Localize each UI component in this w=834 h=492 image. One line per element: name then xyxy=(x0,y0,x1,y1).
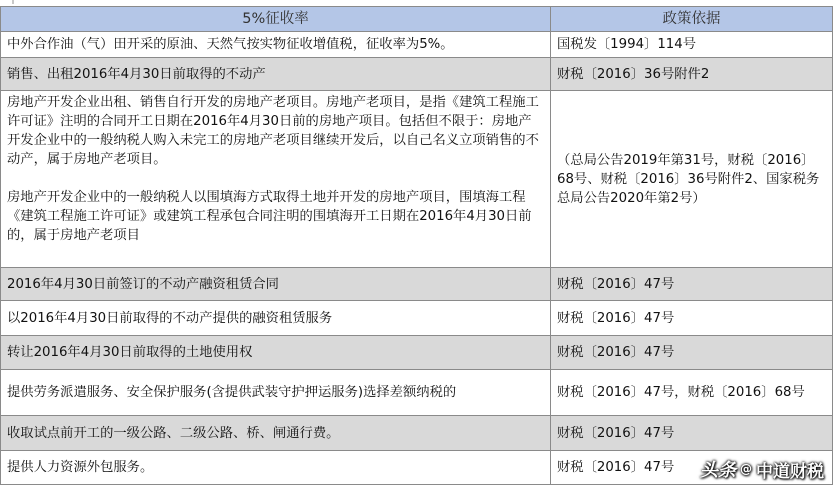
table-row xyxy=(1,416,833,451)
row-item-paragraph-1: 房地产开发企业出租、销售自行开发的房地产老项目。房地产老项目，是指《建筑工程施工许可证》注明的合同开工日期在2016年4月30日前的房地产项目。包括但不限于：房地产开发企业中的一般纳税人购入未完工的房地产老项目继续开发后，以自己名义立项销售的不动产，属于房地产老项目。 xyxy=(7,95,539,167)
table-row xyxy=(1,370,833,416)
watermark-separator: @ xyxy=(740,462,752,476)
table-row xyxy=(1,268,833,301)
row-item: 提供劳务派遣服务、安全保护服务(含提供武装守护押运服务)选择差额纳税的 xyxy=(1,370,551,416)
watermark-name: 中道财税 xyxy=(756,461,824,482)
watermark xyxy=(700,456,824,482)
row-basis: 财税〔2016〕47号 xyxy=(551,336,833,370)
row-basis: 财税〔2016〕47号，财税〔2016〕68号 xyxy=(551,370,833,416)
row-item: 提供人力资源外包服务。 xyxy=(1,451,551,485)
header-rate: 5%征收率 xyxy=(1,7,551,32)
row-item: 收取试点前开工的一级公路、二级公路、桥、闸通行费。 xyxy=(1,416,551,451)
row-item: 转让2016年4月30日前取得的土地使用权 xyxy=(1,336,551,370)
table-row xyxy=(1,32,833,58)
row-item xyxy=(1,91,551,268)
header-row xyxy=(1,7,833,32)
row-item: 2016年4月30日前签订的不动产融资租赁合同 xyxy=(1,268,551,301)
table-row xyxy=(1,336,833,370)
row-basis: 财税〔2016〕36号附件2 xyxy=(551,58,833,91)
header-basis: 政策依据 xyxy=(551,7,833,32)
paragraph-gap xyxy=(7,169,544,188)
row-item: 销售、出租2016年4月30日前取得的不动产 xyxy=(1,58,551,91)
row-basis: 财税〔2016〕47号 xyxy=(551,416,833,451)
row-item: 以2016年4月30日前取得的不动产提供的融资租赁服务 xyxy=(1,301,551,336)
row-basis: 国税发〔1994〕114号 xyxy=(551,32,833,58)
row-basis: 财税〔2016〕47号 xyxy=(551,301,833,336)
row-basis: 财税〔2016〕47号 xyxy=(551,268,833,301)
row-basis: 财税〔2016〕47号 xyxy=(551,451,833,485)
top-strip-mark xyxy=(12,0,14,4)
row-item-paragraph-2: 房地产开发企业中的一般纳税人以围填海方式取得土地并开发的房地产项目，围填海工程《建筑工程施工许可证》或建筑工程承包合同注明的围填海开工日期在2016年4月30日前的，属于房地产老项目 xyxy=(7,190,532,243)
toutiao-logo: 头条 xyxy=(700,460,736,481)
row-basis: （总局公告2019年第31号，财税〔2016〕68号、财税〔2016〕36号附件2、国家税务总局公告2020年第2号） xyxy=(551,91,833,268)
table-row xyxy=(1,301,833,336)
levy-rate-table xyxy=(0,6,833,485)
row-item: 中外合作油（气）田开采的原油、天然气按实物征收增值税，征收率为5%。 xyxy=(1,32,551,58)
table-row xyxy=(1,91,833,268)
table-row xyxy=(1,58,833,91)
